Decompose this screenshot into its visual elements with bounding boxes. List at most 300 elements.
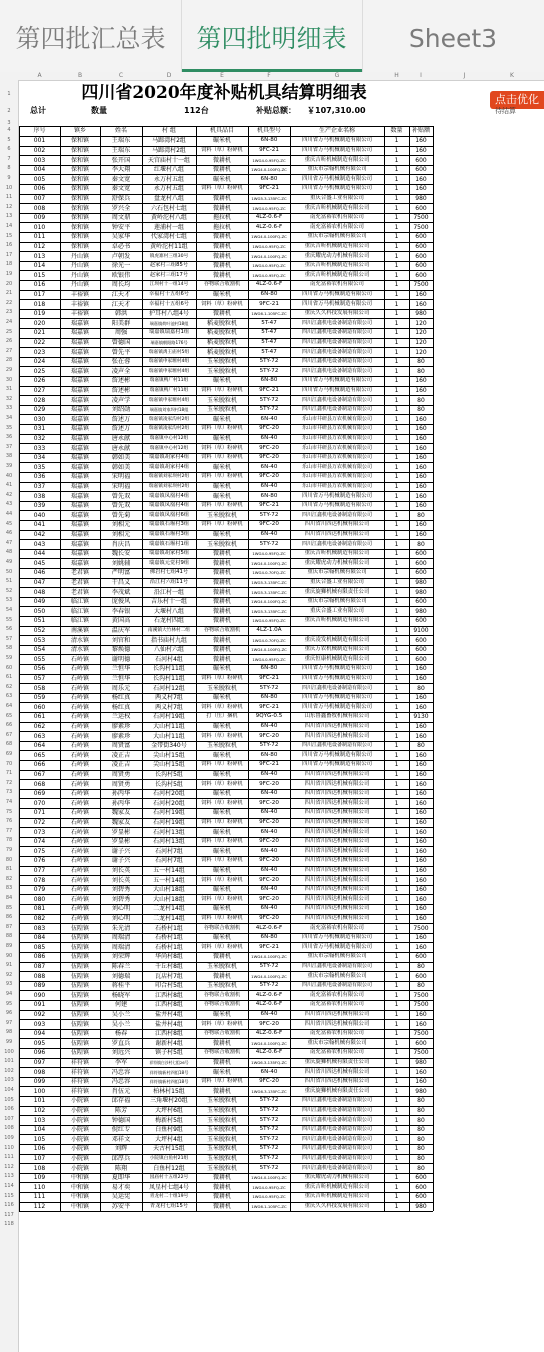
table-cell[interactable]: 600 bbox=[415, 972, 427, 980]
table-cell[interactable]: 160 bbox=[415, 454, 427, 462]
table-cell[interactable]: 石岭镇 bbox=[70, 770, 89, 778]
table-cell[interactable]: 欧银伟 bbox=[111, 271, 131, 279]
table-cell[interactable]: 伍隍镇 bbox=[70, 1039, 89, 1047]
table-cell[interactable]: 四川江鑫机电设备制造有限公司 bbox=[301, 511, 372, 518]
table-cell[interactable]: 尖山村15组 bbox=[153, 751, 185, 759]
table-cell[interactable]: 饲料（草）粉碎机 bbox=[201, 454, 243, 461]
table-cell[interactable]: 徐光一 bbox=[111, 262, 131, 270]
table-cell[interactable]: 075 bbox=[33, 847, 46, 855]
row-number[interactable]: 8 bbox=[7, 165, 11, 172]
table-cell[interactable]: 160 bbox=[415, 502, 427, 510]
table-cell[interactable]: 曾先双 bbox=[111, 502, 131, 510]
table-cell[interactable]: 1 bbox=[394, 828, 399, 836]
table-cell[interactable]: 稻麦脱粒机 bbox=[206, 329, 237, 337]
table-cell[interactable]: 1 bbox=[394, 444, 399, 452]
table-cell[interactable]: 碾米机 bbox=[212, 665, 231, 673]
row-number[interactable]: 43 bbox=[5, 501, 13, 508]
table-cell[interactable]: 微耕机 bbox=[212, 953, 231, 961]
table-cell[interactable]: 微耕机 bbox=[212, 1202, 231, 1210]
table-cell[interactable]: 饲料（草）粉碎机 bbox=[201, 914, 243, 921]
table-cell[interactable]: 保和镇 bbox=[70, 156, 89, 164]
row-number[interactable]: 48 bbox=[5, 549, 13, 556]
table-cell[interactable]: 1 bbox=[394, 214, 399, 222]
table-cell[interactable]: 007 bbox=[33, 194, 46, 202]
table-cell[interactable]: 微耕机 bbox=[212, 1174, 231, 1182]
table-cell[interactable]: 5TY-72 bbox=[259, 1164, 279, 1171]
table-cell[interactable]: 两义村7组 bbox=[155, 703, 183, 711]
table-cell[interactable]: 石岭镇 bbox=[70, 857, 89, 865]
table-cell[interactable]: 瑞嘉镇凤凰村4组 bbox=[148, 502, 190, 509]
table-cell[interactable]: 石岭镇 bbox=[70, 886, 89, 894]
table-cell[interactable]: 980 bbox=[415, 1058, 427, 1066]
table-cell[interactable]: 600 bbox=[415, 1039, 427, 1047]
table-cell[interactable]: 饲料（草）粉碎机 bbox=[201, 1078, 243, 1085]
table-cell[interactable]: 1 bbox=[394, 818, 399, 826]
table-cell[interactable]: 1 bbox=[394, 204, 399, 212]
table-cell[interactable]: 6N-80 bbox=[260, 137, 278, 144]
table-cell[interactable]: 刘心明 bbox=[111, 905, 131, 913]
table-cell[interactable]: 瑞嘉镇 bbox=[70, 329, 89, 337]
table-cell[interactable]: 022 bbox=[33, 338, 46, 346]
table-cell[interactable]: 120 bbox=[415, 329, 427, 337]
table-cell[interactable]: 祥符镇新村四组18号 bbox=[149, 1069, 189, 1075]
row-number[interactable]: 26 bbox=[5, 338, 13, 345]
table-cell[interactable]: 80 bbox=[417, 1145, 425, 1153]
table-cell[interactable]: 伍隍镇 bbox=[70, 953, 89, 961]
table-cell[interactable]: 160 bbox=[415, 1020, 427, 1028]
table-cell[interactable]: 四川省川四达机械有限公司 bbox=[304, 1068, 370, 1075]
table-cell[interactable]: 刘碧秀 bbox=[111, 895, 131, 903]
table-cell[interactable]: 石岭镇 bbox=[70, 809, 89, 817]
row-number[interactable]: 54 bbox=[5, 607, 13, 613]
table-cell[interactable]: 047 bbox=[33, 578, 46, 586]
table-cell[interactable]: 乐山市井研县万农机械有限公司 bbox=[301, 473, 372, 480]
table-cell[interactable]: 玉米脱粒机 bbox=[206, 684, 237, 692]
table-cell[interactable]: 邱存福 bbox=[111, 1097, 131, 1105]
table-cell[interactable]: 091 bbox=[33, 1001, 46, 1009]
row-number[interactable]: 108 bbox=[4, 1125, 14, 1132]
table-cell[interactable]: 107 bbox=[33, 1154, 46, 1162]
table-cell[interactable]: 9FC-21 bbox=[259, 703, 279, 710]
table-cell[interactable]: 谷物联合收割机 bbox=[203, 991, 241, 998]
table-cell[interactable]: 伍隍镇 bbox=[70, 962, 89, 970]
table-cell[interactable]: 110 bbox=[33, 1183, 46, 1191]
table-cell[interactable]: 南充富裕农机有限公司 bbox=[310, 1001, 364, 1008]
table-cell[interactable]: 刘相元 bbox=[111, 530, 131, 538]
row-number[interactable]: 61 bbox=[5, 674, 13, 681]
table-cell[interactable]: 1 bbox=[394, 569, 399, 577]
table-cell[interactable]: 饲料（草）粉碎机 bbox=[201, 185, 243, 192]
table-cell[interactable]: 重庆吉昕机械制造有限公司 bbox=[304, 1183, 370, 1190]
table-cell[interactable]: 廖素珍 bbox=[111, 732, 131, 740]
row-number[interactable]: 94 bbox=[5, 991, 13, 997]
table-cell[interactable]: 6N-80 bbox=[260, 694, 278, 701]
table-cell[interactable]: 021 bbox=[33, 329, 46, 337]
table-cell[interactable]: 9FC-20 bbox=[259, 780, 279, 787]
table-cell[interactable]: 1WG4.0-100FQ-ZC bbox=[251, 973, 287, 979]
table-cell[interactable]: 韩洪 bbox=[114, 310, 128, 318]
table-cell[interactable]: 四川省川四达机械有限公司 bbox=[304, 1020, 370, 1027]
table-cell[interactable]: 109 bbox=[33, 1174, 46, 1182]
table-cell[interactable]: 石桥村1组 bbox=[155, 943, 183, 951]
table-cell[interactable]: 保和镇 bbox=[70, 194, 89, 202]
table-cell[interactable]: 600 bbox=[415, 233, 427, 241]
table-cell[interactable]: 重庆市宗翰机械有限公司 bbox=[307, 569, 367, 576]
table-cell[interactable]: 104 bbox=[33, 1126, 46, 1134]
table-cell[interactable]: 饲料（草）粉碎机 bbox=[201, 943, 243, 950]
row-number[interactable]: 44 bbox=[5, 511, 13, 517]
table-cell[interactable]: 吴家华 bbox=[111, 233, 131, 241]
table-cell[interactable]: 南充富裕农机有限公司 bbox=[310, 1030, 364, 1037]
table-cell[interactable]: 玉米脱粒机 bbox=[206, 406, 237, 414]
table-cell[interactable]: 瑞嘉镇石堰村3组 bbox=[148, 521, 190, 528]
column-letter[interactable]: A bbox=[37, 72, 42, 79]
table-cell[interactable]: 160 bbox=[415, 761, 427, 769]
table-cell[interactable]: 6N-40 bbox=[260, 790, 278, 797]
table-cell[interactable]: 4LZ-0.6-F bbox=[255, 223, 283, 230]
table-cell[interactable]: 1 bbox=[394, 1193, 399, 1201]
table-cell[interactable]: 四川省川四达机械有限公司 bbox=[304, 876, 370, 883]
table-cell[interactable]: 伍隍镇 bbox=[70, 1030, 89, 1038]
row-number[interactable]: 7 bbox=[7, 155, 11, 162]
table-cell[interactable]: 老君镇 bbox=[70, 578, 89, 586]
table-cell[interactable]: 四川省万马机械制造有限公司 bbox=[301, 502, 373, 509]
table-cell[interactable]: 9130 bbox=[413, 713, 429, 721]
table-cell[interactable]: 四川省万马机械制造有限公司 bbox=[301, 694, 373, 701]
table-cell[interactable]: 沿江村一组 bbox=[153, 588, 184, 596]
table-cell[interactable]: 1 bbox=[394, 1116, 399, 1124]
table-cell[interactable]: 090 bbox=[33, 991, 46, 999]
table-cell[interactable]: 1 bbox=[394, 790, 399, 798]
table-cell[interactable]: 石岭镇 bbox=[70, 722, 89, 730]
table-cell[interactable]: 1 bbox=[394, 1068, 399, 1076]
table-cell[interactable]: 石桥村1组 bbox=[155, 924, 183, 932]
table-cell[interactable]: 1 bbox=[394, 694, 399, 702]
table-cell[interactable]: 马蹄湾村2组 bbox=[152, 137, 186, 145]
row-number[interactable]: 99 bbox=[5, 1039, 13, 1045]
table-cell[interactable]: 祥符镇白沙村七组26号 bbox=[149, 1059, 189, 1065]
table-cell[interactable]: 026 bbox=[33, 377, 46, 385]
table-cell[interactable]: 6N-80 bbox=[260, 751, 278, 758]
table-cell[interactable]: 饲料（草）粉碎机 bbox=[201, 838, 243, 845]
table-cell[interactable]: 9FC-20 bbox=[259, 818, 279, 825]
table-cell[interactable]: 祥符镇 bbox=[70, 1058, 89, 1066]
table-cell[interactable]: 白鱼村12组 bbox=[153, 1164, 185, 1172]
table-cell[interactable]: 1 bbox=[394, 434, 399, 442]
table-cell[interactable]: 039 bbox=[33, 502, 46, 510]
table-cell[interactable]: 玉米脱粒机 bbox=[206, 367, 237, 375]
row-number[interactable]: 118 bbox=[4, 1221, 14, 1228]
table-cell[interactable]: 玉米脱粒机 bbox=[206, 1126, 237, 1134]
table-cell[interactable]: 碾米机 bbox=[212, 492, 231, 500]
table-cell[interactable]: 碾米机 bbox=[212, 722, 231, 730]
column-letter[interactable]: K bbox=[510, 72, 514, 79]
table-cell[interactable]: 园庙村十五组22号 bbox=[149, 1175, 189, 1181]
table-cell[interactable]: 094 bbox=[33, 1030, 46, 1038]
table-cell[interactable]: 600 bbox=[415, 1174, 427, 1182]
table-cell[interactable]: 055 bbox=[33, 655, 46, 663]
row-number[interactable]: 5 bbox=[7, 136, 11, 143]
table-cell[interactable]: 1 bbox=[394, 473, 399, 481]
table-cell[interactable]: 四川省川四达机械有限公司 bbox=[304, 732, 370, 739]
table-cell[interactable]: 1WG4.0-70FQ-ZC bbox=[252, 570, 286, 576]
table-cell[interactable]: 瑞嘉镇 bbox=[70, 511, 89, 519]
table-cell[interactable]: 江天才 bbox=[111, 290, 131, 298]
table-cell[interactable]: 028 bbox=[33, 396, 46, 404]
table-cell[interactable]: 小院镇白鱼村21组 bbox=[149, 1155, 189, 1161]
table-cell[interactable]: 006 bbox=[33, 185, 46, 193]
table-cell[interactable]: 1 bbox=[394, 588, 399, 596]
table-cell[interactable]: 秦文宽 bbox=[111, 175, 131, 183]
row-number[interactable]: 24 bbox=[5, 319, 13, 325]
table-cell[interactable]: 036 bbox=[33, 473, 46, 481]
table-cell[interactable]: 石岭镇 bbox=[70, 866, 89, 874]
row-number[interactable]: 45 bbox=[5, 520, 13, 527]
row-number[interactable]: 84 bbox=[5, 895, 13, 901]
row-number[interactable]: 34 bbox=[5, 415, 13, 421]
table-cell[interactable]: 石岭镇 bbox=[70, 703, 89, 711]
table-cell[interactable]: 160 bbox=[415, 386, 427, 394]
row-number[interactable]: 37 bbox=[5, 443, 13, 450]
table-cell[interactable]: 060 bbox=[33, 703, 46, 711]
table-cell[interactable]: 瑞嘉镇中心村12组 bbox=[149, 445, 189, 451]
table-cell[interactable]: 四川江鑫机电设备制造有限公司 bbox=[301, 742, 372, 749]
table-cell[interactable]: 石桥村1组 bbox=[155, 934, 183, 942]
table-cell[interactable]: 李军 bbox=[114, 1058, 128, 1066]
table-cell[interactable]: 600 bbox=[415, 953, 427, 961]
table-cell[interactable]: 80 bbox=[417, 511, 425, 519]
row-number[interactable]: 103 bbox=[4, 1077, 14, 1084]
table-cell[interactable]: 陈翔 bbox=[114, 1164, 128, 1172]
row-number[interactable]: 70 bbox=[5, 760, 13, 767]
table-cell[interactable]: 1WG6.3-135FQ-ZC bbox=[251, 1059, 287, 1065]
table-cell[interactable]: 160 bbox=[415, 770, 427, 778]
table-cell[interactable]: 重庆市宗翰机械有限公司 bbox=[307, 233, 367, 240]
table-cell[interactable]: 5TY-72 bbox=[259, 1145, 279, 1152]
table-cell[interactable]: 099 bbox=[33, 1078, 46, 1086]
table-cell[interactable]: 1 bbox=[394, 530, 399, 538]
table-cell[interactable]: 80 bbox=[417, 1126, 425, 1134]
table-cell[interactable]: 大山村18组 bbox=[153, 895, 185, 903]
table-cell[interactable]: 瑞嘉镇 bbox=[70, 482, 89, 490]
table-cell[interactable]: 035 bbox=[33, 463, 46, 471]
table-cell[interactable]: 004 bbox=[33, 166, 46, 174]
table-cell[interactable]: 谢子兴 bbox=[111, 847, 131, 855]
table-cell[interactable]: 宋明福 bbox=[111, 482, 131, 490]
table-cell[interactable]: 刘绍勋 bbox=[111, 406, 131, 414]
row-number[interactable]: 56 bbox=[5, 626, 13, 633]
table-cell[interactable]: 微耕机 bbox=[212, 271, 231, 279]
table-cell[interactable]: 046 bbox=[33, 569, 46, 577]
table-cell[interactable]: 1 bbox=[394, 732, 399, 740]
table-cell[interactable]: 饲料（草）粉碎机 bbox=[201, 780, 243, 787]
table-cell[interactable]: 四川省川四达机械有限公司 bbox=[304, 799, 370, 806]
table-cell[interactable]: 1 bbox=[394, 1174, 399, 1182]
table-cell[interactable]: 80 bbox=[417, 962, 425, 970]
table-cell[interactable]: 105 bbox=[33, 1135, 46, 1143]
table-cell[interactable]: 160 bbox=[415, 886, 427, 894]
table-cell[interactable]: 大山村11组 bbox=[153, 722, 185, 730]
table-cell[interactable]: 二龙村14组 bbox=[153, 905, 185, 913]
table-cell[interactable]: 四川省万马机械制造有限公司 bbox=[301, 137, 373, 144]
table-cell[interactable]: 瑞嘉镇胡家村4组 bbox=[148, 454, 190, 461]
table-cell[interactable]: 077 bbox=[33, 866, 46, 874]
table-cell[interactable]: 碾米机 bbox=[212, 530, 231, 538]
table-cell[interactable]: 四川江鑫机电设备制造有限公司 bbox=[301, 1106, 372, 1113]
table-cell[interactable]: 80 bbox=[417, 358, 425, 366]
table-cell[interactable]: 四川江鑫机电设备制造有限公司 bbox=[301, 1164, 372, 1171]
row-number[interactable]: 16 bbox=[5, 242, 13, 249]
table-cell[interactable]: 1WG4.0-100FQ-ZC bbox=[251, 647, 287, 653]
table-cell[interactable]: 南溪镇大竹林村二组 bbox=[148, 627, 190, 633]
row-number[interactable]: 13 bbox=[5, 213, 13, 220]
table-cell[interactable]: 乐山市井研县万农机械有限公司 bbox=[301, 454, 372, 461]
table-cell[interactable]: 7500 bbox=[413, 1030, 429, 1038]
table-cell[interactable]: 石河村4组 bbox=[155, 655, 183, 663]
table-cell[interactable]: 1 bbox=[394, 876, 399, 884]
table-cell[interactable]: 曾先平 bbox=[111, 348, 131, 356]
row-number[interactable]: 40 bbox=[5, 472, 13, 479]
table-cell[interactable]: 032 bbox=[33, 434, 46, 442]
table-cell[interactable]: 100 bbox=[33, 1087, 46, 1095]
table-cell[interactable]: 佛岩村七组41号 bbox=[149, 569, 189, 576]
table-cell[interactable]: 1WG4.0-100FQ-ZC bbox=[251, 560, 287, 566]
table-cell[interactable]: 罗显彬 bbox=[111, 828, 131, 836]
table-cell[interactable]: 四川省万马机械制造有限公司 bbox=[301, 175, 373, 182]
table-cell[interactable]: 曾先双 bbox=[111, 492, 131, 500]
row-number[interactable]: 59 bbox=[5, 655, 13, 661]
row-number[interactable]: 110 bbox=[4, 1144, 14, 1151]
table-cell[interactable]: 瑞嘉镇申家堰村4组 bbox=[148, 368, 190, 374]
table-cell[interactable]: 四川省川四达机械有限公司 bbox=[304, 530, 370, 537]
table-cell[interactable]: 084 bbox=[33, 934, 46, 942]
row-number[interactable]: 29 bbox=[5, 367, 13, 373]
table-cell[interactable]: 600 bbox=[415, 166, 427, 174]
table-cell[interactable]: 80 bbox=[417, 982, 425, 990]
table-cell[interactable]: 饲料（草）粉碎机 bbox=[201, 895, 243, 902]
table-cell[interactable]: 魏家友 bbox=[111, 809, 131, 817]
table-cell[interactable]: 清水镇 bbox=[70, 636, 89, 644]
table-cell[interactable]: 吴小兰 bbox=[111, 1010, 131, 1018]
table-cell[interactable]: 4LZ-0.6-F bbox=[255, 991, 283, 998]
table-cell[interactable]: 1 bbox=[394, 886, 399, 894]
row-number[interactable]: 89 bbox=[5, 943, 13, 949]
column-letter[interactable]: B bbox=[77, 72, 83, 79]
table-cell[interactable]: 碾米机 bbox=[212, 770, 231, 778]
table-cell[interactable]: 谢明德 bbox=[111, 655, 131, 663]
table-cell[interactable]: 1 bbox=[394, 905, 399, 913]
table-cell[interactable]: 重庆吉昕机械制造有限公司 bbox=[304, 550, 370, 557]
table-cell[interactable]: 160 bbox=[415, 463, 427, 471]
table-cell[interactable]: 四川省万马机械制造有限公司 bbox=[301, 751, 373, 758]
row-number[interactable]: 12 bbox=[5, 203, 13, 210]
table-cell[interactable]: 5TY-72 bbox=[259, 1126, 279, 1133]
table-cell[interactable]: 微耕机 bbox=[212, 1183, 231, 1191]
table-cell[interactable]: 038 bbox=[33, 492, 46, 500]
table-cell[interactable]: 永万村五组 bbox=[153, 175, 184, 183]
table-cell[interactable]: 7500 bbox=[413, 924, 429, 932]
table-cell[interactable]: 6N-40 bbox=[260, 770, 278, 777]
table-cell[interactable]: 980 bbox=[415, 607, 427, 615]
row-number[interactable]: 109 bbox=[4, 1135, 14, 1141]
table-cell[interactable]: 碾米机 bbox=[212, 175, 231, 183]
table-cell[interactable]: 马蹄湾村2组 bbox=[152, 146, 186, 154]
table-cell[interactable]: 白鱼村9组 bbox=[155, 1126, 183, 1134]
table-cell[interactable]: 瑞嘉镇凌家沟村2组 bbox=[148, 416, 190, 422]
table-cell[interactable]: 四川省川四达机械有限公司 bbox=[304, 780, 370, 787]
table-cell[interactable]: 四川江鑫机电设备制造有限公司 bbox=[301, 1154, 372, 1161]
table-cell[interactable]: 1 bbox=[394, 1039, 399, 1047]
table-cell[interactable]: 1 bbox=[394, 550, 399, 558]
table-cell[interactable]: 镇虎寨村三组30号 bbox=[149, 253, 189, 259]
row-number[interactable]: 88 bbox=[5, 933, 13, 940]
table-cell[interactable]: 071 bbox=[33, 809, 46, 817]
row-number[interactable]: 87 bbox=[5, 923, 13, 930]
table-cell[interactable]: 卓必书 bbox=[111, 242, 131, 250]
table-cell[interactable]: 韩如美 bbox=[111, 463, 131, 471]
table-cell[interactable]: 祥符镇 bbox=[70, 1087, 89, 1095]
table-cell[interactable]: 1WG4.0-95FQ-ZC bbox=[252, 618, 286, 624]
table-cell[interactable]: 玉米脱粒机 bbox=[206, 1164, 237, 1172]
table-cell[interactable]: 兰运权 bbox=[111, 713, 131, 721]
table-cell[interactable]: 四川省万马机械制造有限公司 bbox=[301, 665, 373, 672]
table-cell[interactable]: 代家湾村七组 bbox=[150, 233, 187, 241]
table-cell[interactable]: 5T-47 bbox=[261, 329, 277, 336]
table-cell[interactable]: 盐井村4组 bbox=[155, 1010, 183, 1018]
table-cell[interactable]: 1 bbox=[394, 646, 399, 654]
table-cell[interactable]: 1 bbox=[394, 146, 399, 154]
table-cell[interactable]: 160 bbox=[415, 905, 427, 913]
table-cell[interactable]: 160 bbox=[415, 665, 427, 673]
table-cell[interactable]: 7500 bbox=[413, 214, 429, 222]
table-cell[interactable]: 80 bbox=[417, 1116, 425, 1124]
table-cell[interactable]: 80 bbox=[417, 742, 425, 750]
column-letter[interactable]: D bbox=[166, 72, 172, 79]
table-cell[interactable]: 詹述彬 bbox=[111, 386, 131, 394]
table-cell[interactable]: 杨红真 bbox=[111, 703, 131, 711]
table-cell[interactable]: 四川省万马机械制造有限公司 bbox=[301, 300, 373, 307]
table-cell[interactable]: 石岭镇 bbox=[70, 876, 89, 884]
table-cell[interactable]: 9FC-20 bbox=[259, 444, 279, 451]
table-cell[interactable]: 微耕机 bbox=[212, 1039, 231, 1047]
row-number[interactable]: 38 bbox=[5, 453, 13, 460]
table-cell[interactable]: 069 bbox=[33, 790, 46, 798]
row-number[interactable]: 96 bbox=[5, 1010, 13, 1017]
table-cell[interactable]: 瑞嘉镇刘家坝村2组 bbox=[148, 483, 190, 489]
table-cell[interactable]: 小院镇 bbox=[70, 1106, 89, 1114]
table-cell[interactable]: 刘官和 bbox=[111, 636, 131, 644]
table-cell[interactable]: 瑞嘉镇 bbox=[70, 559, 89, 567]
table-cell[interactable]: 095 bbox=[33, 1039, 46, 1047]
table-cell[interactable]: 微耕机 bbox=[212, 233, 231, 241]
table-cell[interactable]: 指书庙村九组 bbox=[150, 636, 187, 644]
table-cell[interactable]: 6N-40 bbox=[260, 434, 278, 441]
table-cell[interactable]: 黎焕德 bbox=[111, 646, 131, 654]
table-cell[interactable]: 石岭镇 bbox=[70, 799, 89, 807]
table-cell[interactable]: 石岭镇 bbox=[70, 751, 89, 759]
table-cell[interactable]: 064 bbox=[33, 742, 46, 750]
table-cell[interactable]: 4LZ-0.6-F bbox=[255, 214, 283, 221]
table-cell[interactable]: 瑞嘉镇凌家沟村2组 bbox=[148, 426, 190, 432]
table-cell[interactable]: 千丘村8组 bbox=[155, 962, 183, 970]
table-cell[interactable]: 070 bbox=[33, 799, 46, 807]
table-cell[interactable]: 周贤富 bbox=[111, 742, 131, 750]
table-cell[interactable]: 1 bbox=[394, 290, 399, 298]
table-cell[interactable]: 1 bbox=[394, 175, 399, 183]
table-cell[interactable]: 印合村5组 bbox=[155, 982, 183, 990]
table-cell[interactable]: 莲浦村一组 bbox=[153, 223, 184, 231]
table-cell[interactable]: 076 bbox=[33, 857, 46, 865]
